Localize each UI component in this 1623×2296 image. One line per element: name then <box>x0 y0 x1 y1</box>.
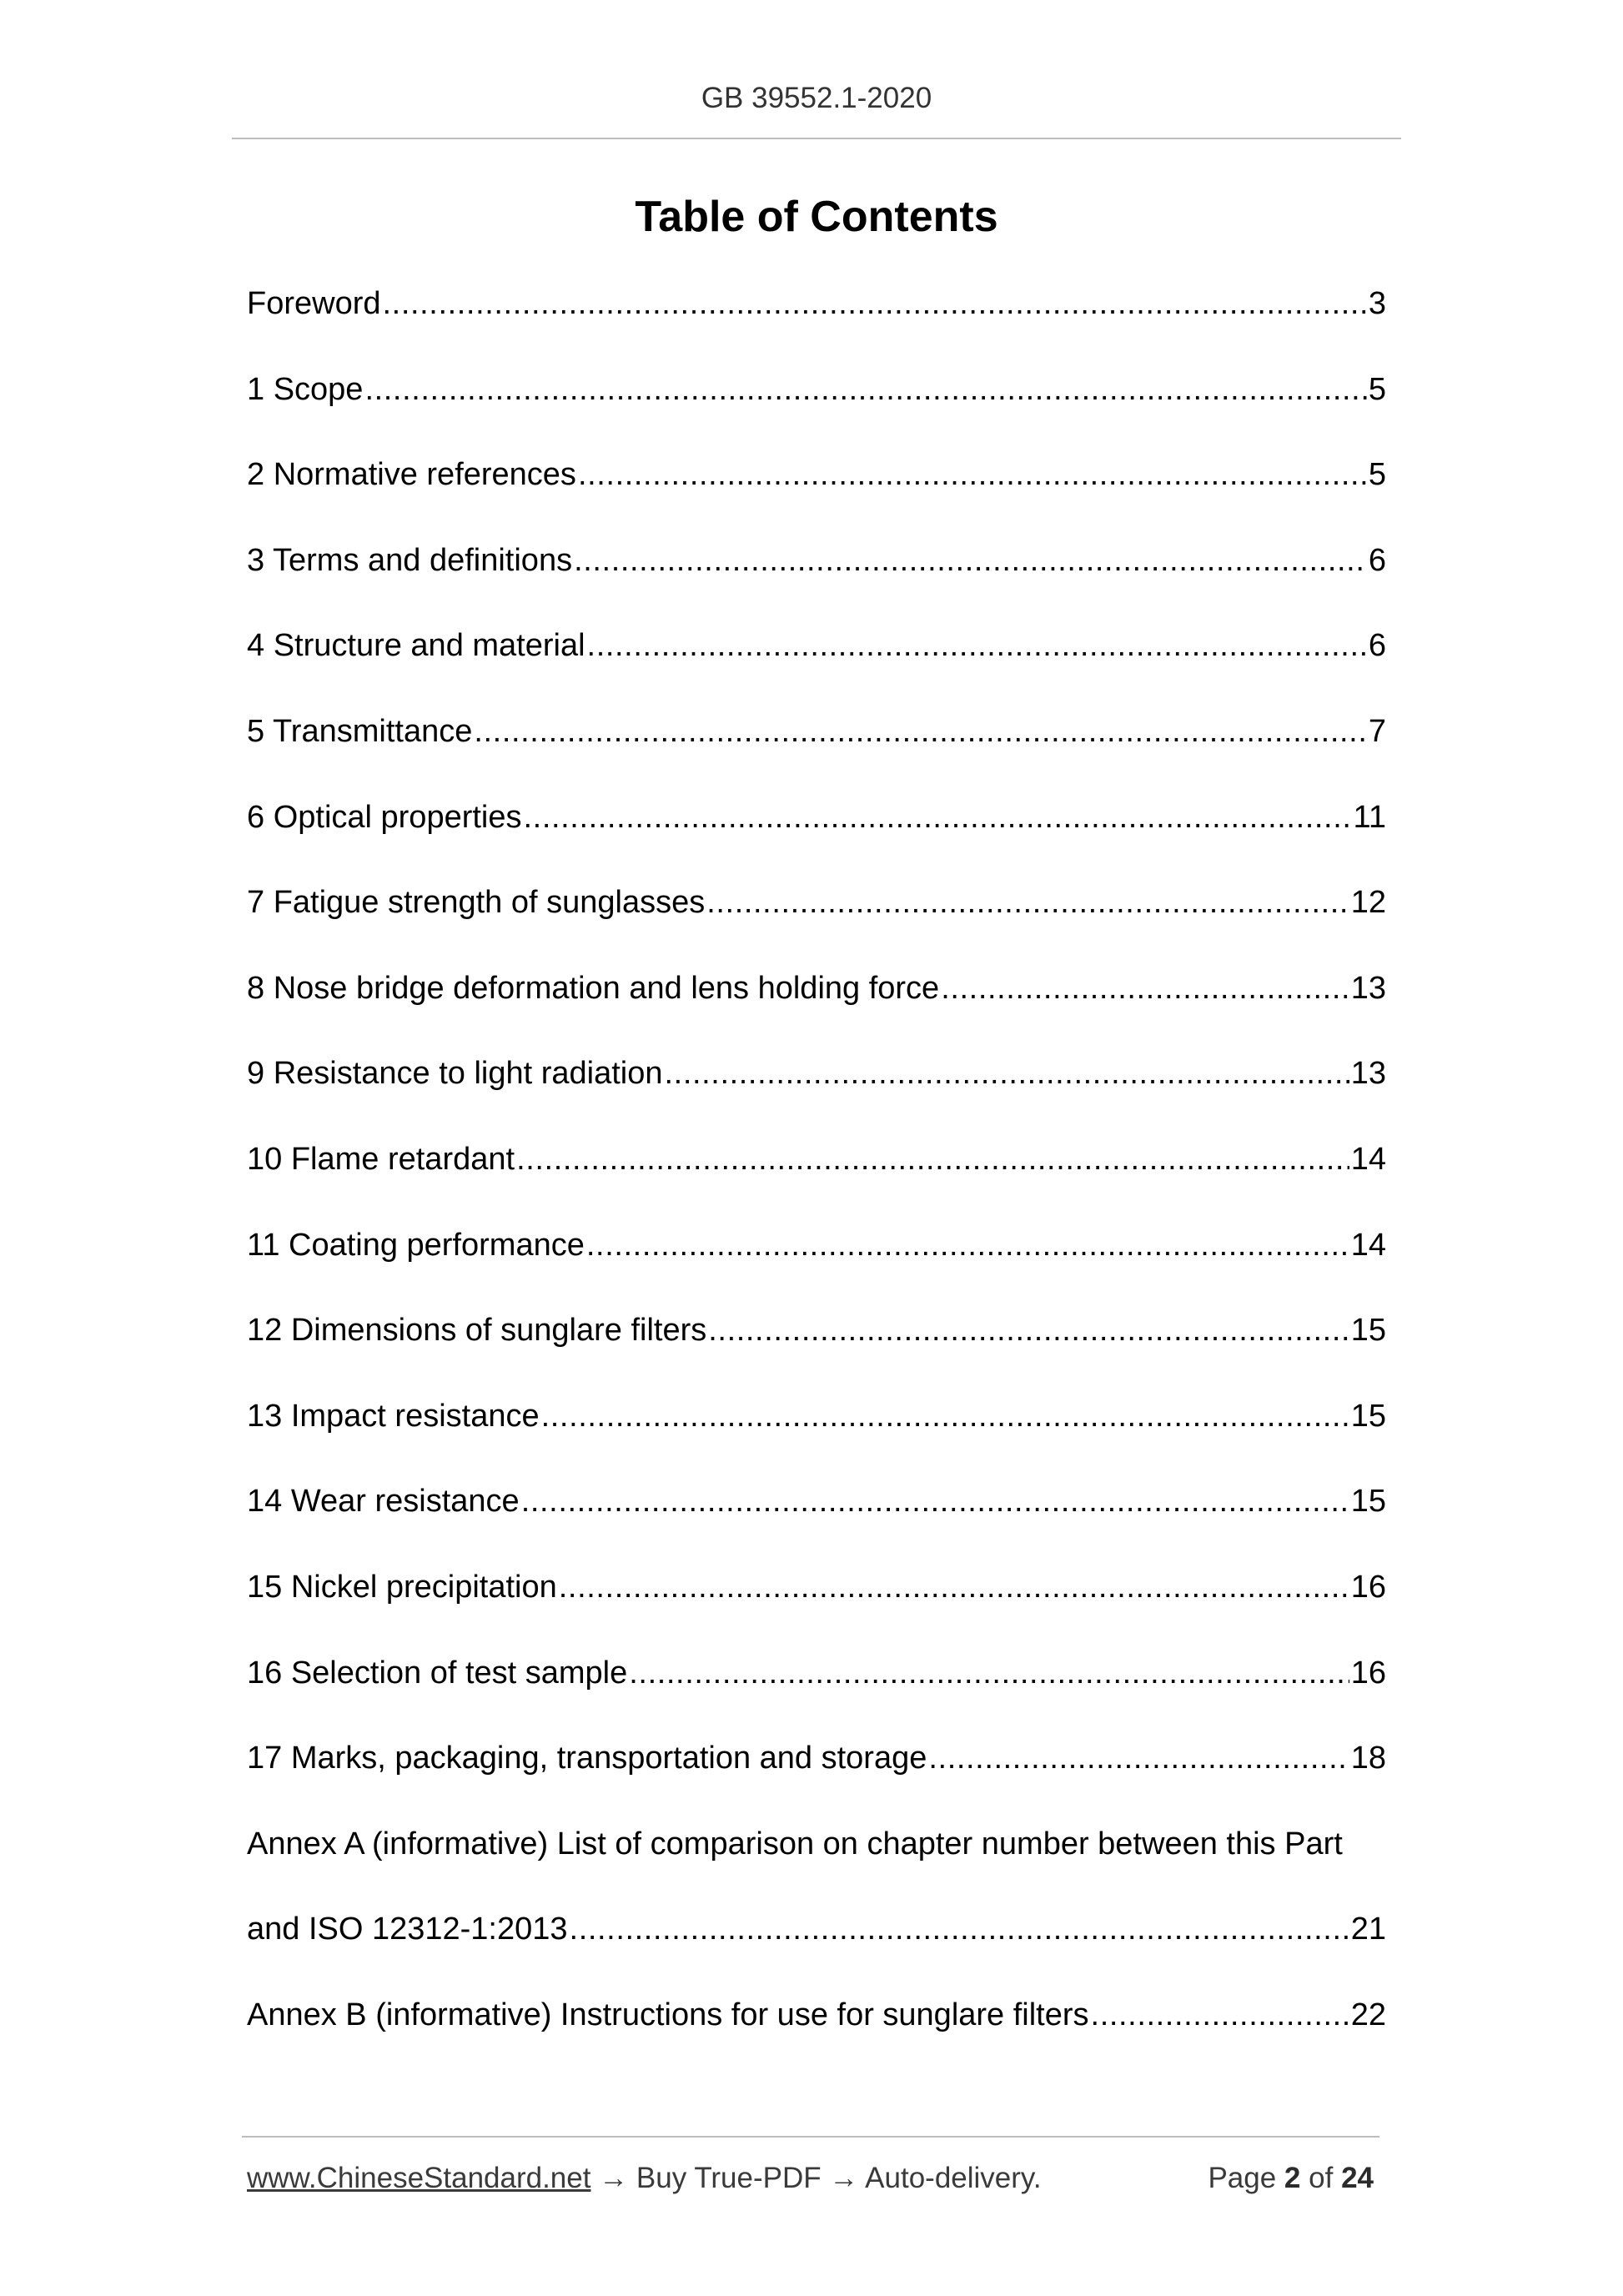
toc-entry-structure-material[interactable] <box>247 620 1386 706</box>
dot-leader <box>941 962 1349 1014</box>
total-page-count: 24 <box>1341 2162 1374 2194</box>
dot-leader <box>559 1561 1349 1613</box>
website-link[interactable]: www.ChineseStandard.net <box>247 2162 591 2194</box>
toc-entry-transmittance[interactable] <box>247 706 1386 791</box>
toc-entry-page: 7 <box>1368 713 1386 749</box>
toc-entry-test-sample[interactable] <box>247 1647 1386 1733</box>
dot-leader <box>578 449 1367 500</box>
page-title: Table of Contents <box>635 193 998 241</box>
toc-entry-page: 5 <box>1368 457 1386 493</box>
toc-entry-label: 7 Fatigue strength of sunglasses <box>247 885 706 921</box>
toc-entry-page: 13 <box>1350 1056 1386 1092</box>
toc-entry-flame-retardant[interactable] <box>247 1133 1386 1219</box>
toc-entry-label: Annex A (informative) List of comparison on chapter number between this Part <box>247 1826 1343 1861</box>
toc-entry-label: 11 Coating performance <box>247 1227 585 1263</box>
toc-entry-page: 15 <box>1350 1313 1386 1349</box>
table-of-contents <box>247 278 1386 2074</box>
toc-entry-page: 14 <box>1350 1227 1386 1263</box>
toc-entry-terms-definitions[interactable] <box>247 535 1386 620</box>
dot-leader <box>364 364 1366 415</box>
toc-entry-page: 16 <box>1350 1655 1386 1691</box>
toc-entry-page: 6 <box>1368 542 1386 578</box>
toc-entry-label: 16 Selection of test sample <box>247 1655 628 1691</box>
toc-entry-page: 22 <box>1350 1997 1386 2032</box>
toc-entry-annex-b[interactable] <box>247 1989 1386 2075</box>
footer-divider <box>242 2136 1379 2138</box>
page-footer <box>247 2153 1381 2203</box>
dot-leader <box>524 791 1352 843</box>
footer-promo <box>247 2153 1042 2203</box>
toc-entry-fatigue-strength[interactable] <box>247 877 1386 962</box>
toc-entry-page: 21 <box>1350 1912 1386 1947</box>
toc-entry-page: 3 <box>1368 286 1386 321</box>
dot-leader <box>665 1048 1349 1099</box>
toc-entry-nose-bridge[interactable] <box>247 962 1386 1048</box>
dot-leader <box>629 1647 1349 1699</box>
running-header: GB 39552.1-2020 <box>701 82 932 114</box>
toc-entry-wear-resistance[interactable] <box>247 1475 1386 1561</box>
toc-entry-page: 18 <box>1350 1741 1386 1776</box>
dot-leader <box>928 1732 1349 1784</box>
dot-leader <box>570 1903 1349 1955</box>
toc-entry-label: 1 Scope <box>247 371 364 407</box>
page-word: Page <box>1208 2162 1277 2194</box>
toc-entry-label: 2 Normative references <box>247 457 576 493</box>
dot-leader <box>474 706 1367 757</box>
toc-entry-label: 5 Transmittance <box>247 713 473 749</box>
toc-entry-label: 12 Dimensions of sunglare filters <box>247 1313 707 1349</box>
toc-entry-label: Foreword <box>247 286 381 321</box>
toc-entry-label: 13 Impact resistance <box>247 1398 540 1434</box>
dot-leader <box>1091 1989 1349 2041</box>
toc-entry-label: 15 Nickel precipitation <box>247 1569 557 1605</box>
of-word: of <box>1309 2162 1334 2194</box>
toc-entry-scope[interactable] <box>247 364 1386 450</box>
dot-leader <box>587 620 1367 671</box>
toc-entry-impact-resistance[interactable] <box>247 1390 1386 1476</box>
toc-entry-label: 17 Marks, packaging, transportation and storage <box>247 1741 927 1776</box>
toc-entry-nickel-precipitation[interactable] <box>247 1561 1386 1647</box>
toc-entry-label: Annex B (informative) Instructions for use for sunglare filters <box>247 1997 1089 2032</box>
dot-leader <box>706 877 1349 928</box>
toc-entry-label: 9 Resistance to light radiation <box>247 1056 663 1092</box>
dot-leader <box>708 1304 1349 1356</box>
toc-entry-label: 4 Structure and material <box>247 628 585 664</box>
toc-entry-page: 13 <box>1350 970 1386 1006</box>
toc-entry-foreword[interactable] <box>247 278 1386 364</box>
toc-entry-label: and ISO 12312-1:2013 <box>247 1912 568 1947</box>
toc-entry-page: 15 <box>1350 1398 1386 1434</box>
header-divider <box>232 138 1401 139</box>
dot-leader <box>541 1390 1349 1442</box>
dot-leader <box>383 278 1367 329</box>
toc-entry-page: 5 <box>1368 371 1386 407</box>
toc-entry-page: 12 <box>1350 885 1386 921</box>
toc-entry-dimensions[interactable] <box>247 1304 1386 1390</box>
toc-entry-coating-performance[interactable] <box>247 1219 1386 1305</box>
toc-entry-page: 14 <box>1350 1141 1386 1177</box>
toc-entry-label: 3 Terms and definitions <box>247 542 573 578</box>
dot-leader <box>586 1219 1349 1271</box>
toc-entry-annex-a-continued[interactable] <box>247 1903 1386 1989</box>
toc-entry-label: 10 Flame retardant <box>247 1141 515 1177</box>
dot-leader <box>516 1133 1349 1185</box>
toc-entry-label: 8 Nose bridge deformation and lens holding force <box>247 970 940 1006</box>
toc-entry-label: 6 Optical properties <box>247 799 522 835</box>
toc-entry-light-radiation[interactable] <box>247 1048 1386 1133</box>
toc-entry-page: 11 <box>1353 799 1386 835</box>
current-page-number: 2 <box>1284 2162 1301 2194</box>
dot-leader <box>521 1475 1349 1527</box>
footer-tagline: → Buy True-PDF → Auto-delivery. <box>590 2162 1042 2194</box>
page-counter <box>1208 2153 1374 2203</box>
toc-entry-page: 16 <box>1350 1569 1386 1605</box>
toc-entry-annex-a[interactable] <box>247 1818 1386 1904</box>
toc-entry-optical-properties[interactable] <box>247 791 1386 877</box>
dot-leader <box>574 535 1367 586</box>
toc-entry-page: 15 <box>1350 1484 1386 1520</box>
toc-entry-page: 6 <box>1368 628 1386 664</box>
toc-entry-marks-packaging[interactable] <box>247 1732 1386 1818</box>
toc-entry-normative-references[interactable] <box>247 449 1386 535</box>
toc-entry-label: 14 Wear resistance <box>247 1484 520 1520</box>
